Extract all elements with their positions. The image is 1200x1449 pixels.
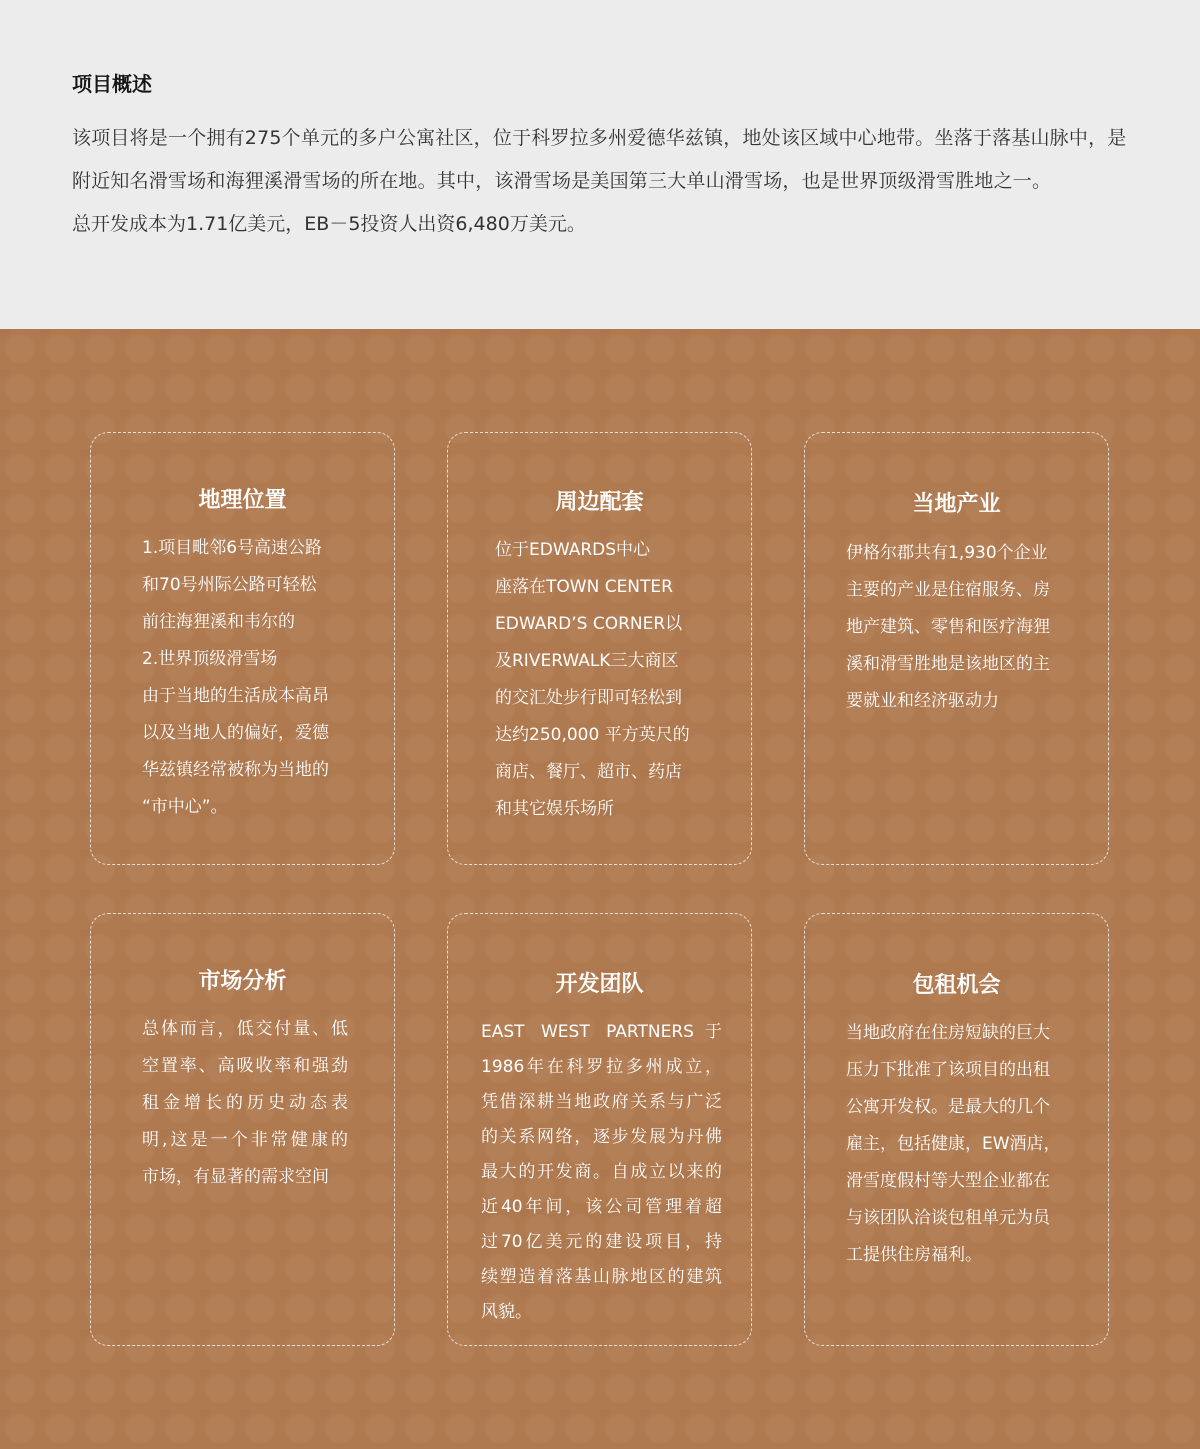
card-surrounding-amenities <box>447 432 752 865</box>
card-line: 公寓开发权。是最大的几个 <box>846 1097 1050 1117</box>
card-title: 市场分析 <box>198 969 287 994</box>
card-line: 商店、餐厅、超市、药店 <box>495 762 682 782</box>
card-body <box>142 1011 348 1196</box>
card-line: 华兹镇经常被称为当地的 <box>142 760 329 780</box>
card-local-industry <box>804 432 1109 865</box>
card-line: 当地政府在住房短缺的巨大 <box>846 1023 1050 1043</box>
card-line: 主要的产业是住宿服务、房 <box>846 580 1050 600</box>
card-line: 由于当地的生活成本高昂 <box>142 686 329 706</box>
card-line: EAST WEST PARTNERS于 <box>481 1022 722 1042</box>
card-line: 座落在TOWN CENTER <box>495 577 673 597</box>
card-title: 包租机会 <box>912 973 1001 998</box>
card-title: 周边配套 <box>555 490 644 515</box>
card-body <box>846 535 1071 720</box>
card-line: 和70号州际公路可轻松 <box>142 575 317 595</box>
card-body <box>495 532 710 828</box>
card-line: EDWARD’S CORNER以 <box>495 614 683 634</box>
card-geographic-location <box>90 432 395 865</box>
card-line: 1.项目毗邻6号高速公路 <box>142 538 323 558</box>
card-line: 达约250,000 平方英尺的 <box>495 725 690 745</box>
card-line: 最大的开发商。自成立以来的 <box>481 1162 722 1182</box>
card-line: “市中心”。 <box>142 797 228 817</box>
card-line: 续塑造着落基山脉地区的建筑 <box>481 1267 722 1287</box>
card-master-lease-opportunity <box>804 913 1109 1346</box>
card-line: 工提供住房福利。 <box>846 1245 982 1265</box>
card-title: 当地产业 <box>912 492 1001 517</box>
card-line: 要就业和经济驱动力 <box>846 691 999 711</box>
card-line: 的关系网络，逐步发展为丹佛 <box>481 1127 722 1147</box>
card-line: 风貌。 <box>481 1302 532 1322</box>
card-line: 与该团队洽谈包租单元为员 <box>846 1208 1050 1228</box>
card-line: 滑雪度假村等大型企业都在 <box>846 1171 1050 1191</box>
card-line: 位于EDWARDS中心 <box>495 540 651 560</box>
overview-paragraph-2: 总开发成本为1.71亿美元，EB－5投资人出资6,480万美元。 <box>72 213 586 235</box>
card-line: 伊格尔郡共有1,930个企业 <box>846 543 1048 563</box>
card-line: 和其它娱乐场所 <box>495 799 614 819</box>
card-market-analysis <box>90 913 395 1346</box>
card-line: 的交汇处步行即可轻松到 <box>495 688 682 708</box>
card-line: 2.世界顶级滑雪场 <box>142 649 278 669</box>
card-line: 及RIVERWALK三大商区 <box>495 651 679 671</box>
card-body <box>481 1015 722 1330</box>
card-line: 前往海狸溪和韦尔的 <box>142 612 295 632</box>
feature-cards-section <box>0 329 1200 1449</box>
overview-paragraph-1: 该项目将是一个拥有275个单元的多户公寓社区，位于科罗拉多州爱德华兹镇，地处该区域中心地带。坐落于落基山脉中，是附近知名滑雪场和海狸溪滑雪场的所在地。其中，该滑雪场是美国第三大单山滑雪场，也是世界顶级滑雪胜地之一。 <box>72 127 1127 192</box>
card-line: 雇主，包括健康，EW酒店， <box>846 1134 1061 1154</box>
card-line: 过70亿美元的建设项目，持 <box>481 1232 722 1252</box>
card-line: 明,这是一个非常健康的 <box>142 1130 348 1150</box>
card-title: 开发团队 <box>555 972 644 997</box>
card-body <box>846 1015 1071 1274</box>
overview-title: 项目概述 <box>72 72 152 96</box>
card-line: 凭借深耕当地政府关系与广泛 <box>481 1092 722 1112</box>
card-line: 地产建筑、零售和医疗海狸 <box>846 617 1050 637</box>
card-line: 租金增长的历史动态表 <box>142 1093 348 1113</box>
card-line: 压力下批准了该项目的出租 <box>846 1060 1050 1080</box>
card-body <box>142 530 352 826</box>
card-line: 1986年在科罗拉多州成立， <box>481 1057 722 1077</box>
card-line: 以及当地人的偏好，爱德 <box>142 723 329 743</box>
card-line: 溪和滑雪胜地是该地区的主 <box>846 654 1050 674</box>
card-line: 近40年间，该公司管理着超 <box>481 1197 722 1217</box>
card-development-team <box>447 913 752 1346</box>
card-line: 市场，有显著的需求空间 <box>142 1167 329 1187</box>
card-line: 总体而言，低交付量、低 <box>142 1019 348 1039</box>
overview-section <box>0 0 1200 329</box>
card-title: 地理位置 <box>198 488 287 513</box>
card-line: 空置率、高吸收率和强劲 <box>142 1056 348 1076</box>
